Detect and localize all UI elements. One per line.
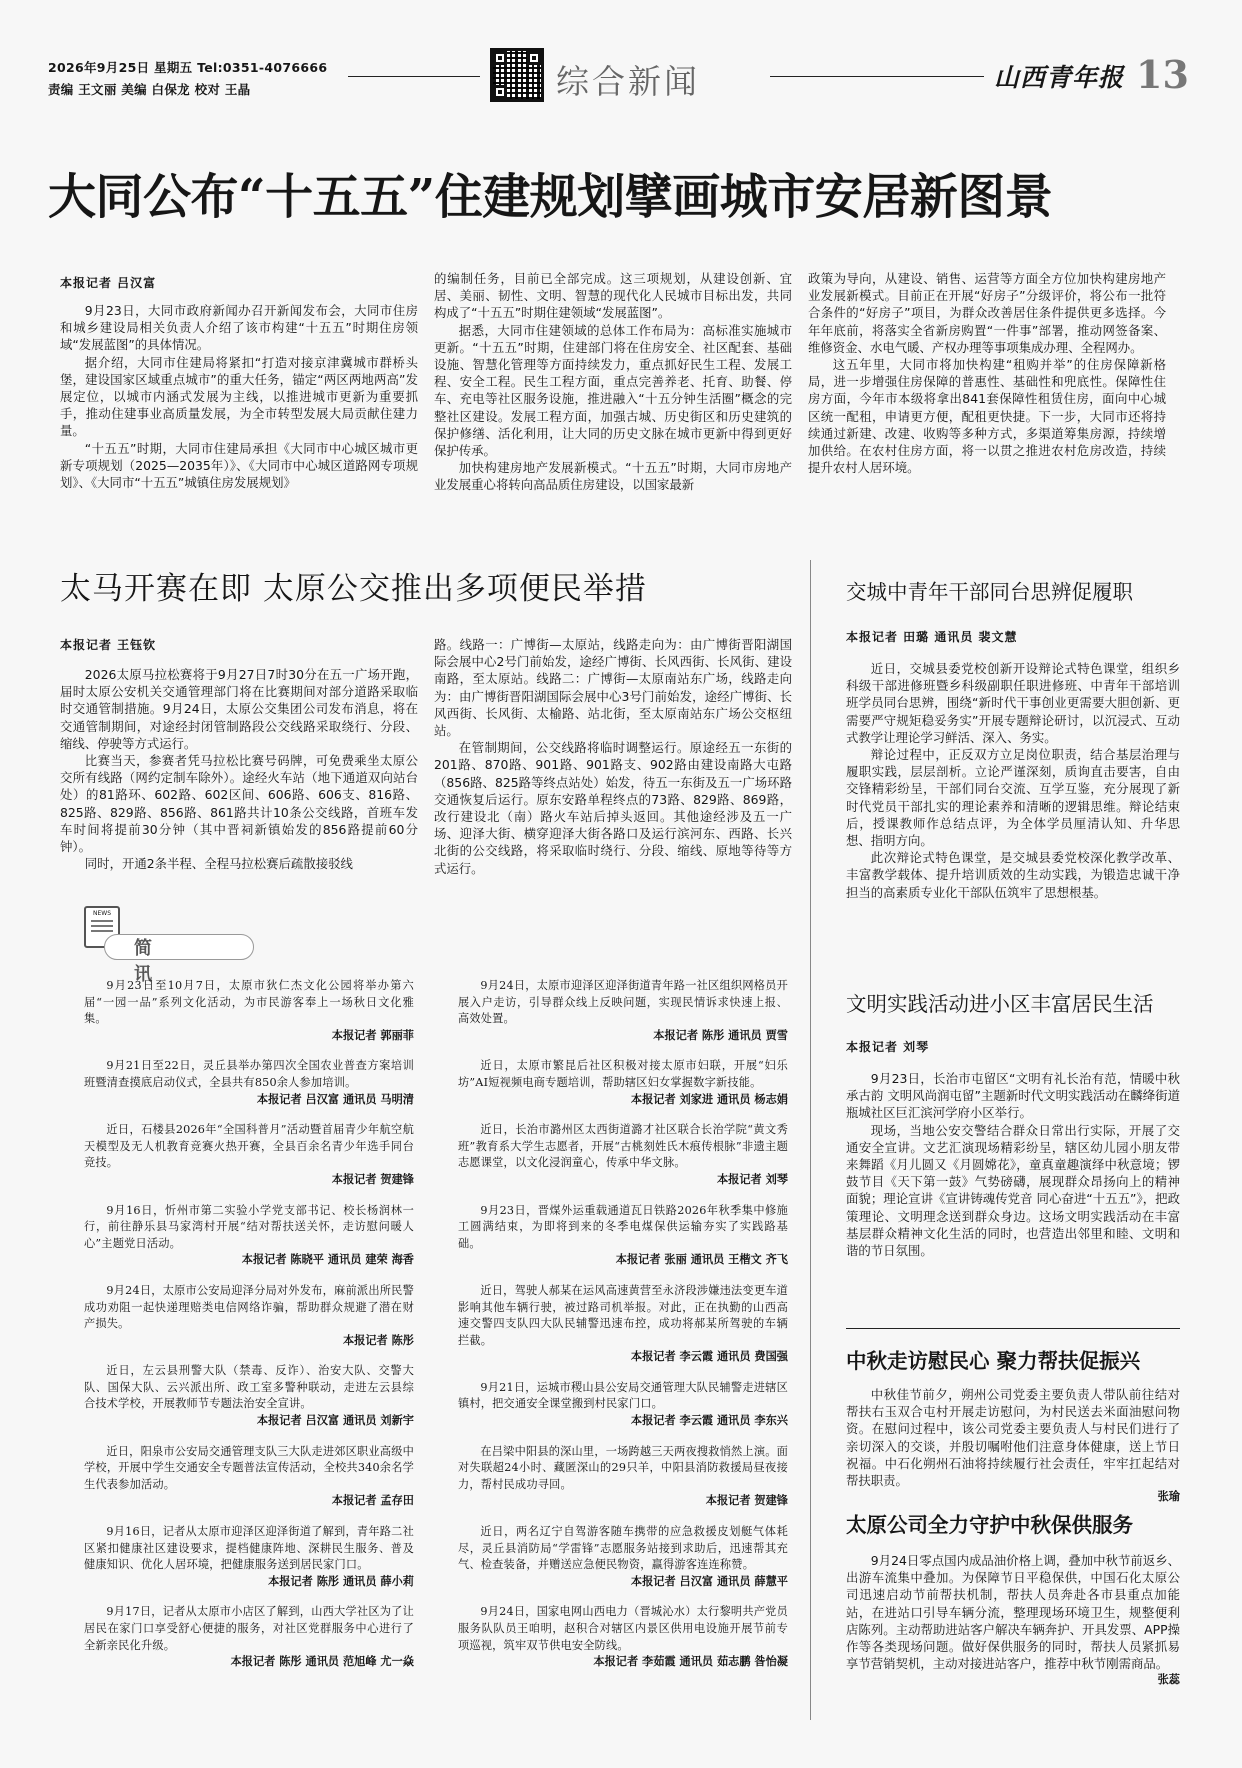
lead-byline: 本报记者 吕汉富 (60, 276, 157, 290)
editor-line: 责编 王文丽 美编 白保龙 校对 王晶 (48, 82, 251, 97)
taiyuan-body (846, 1552, 1180, 1689)
brief-item (458, 1604, 788, 1670)
brief-signature: 本报记者 陈晓平 通讯员 建荣 海香 (241, 1253, 414, 1267)
brief-text: 9月21日至22日，灵丘县举办第四次全国农业普查方案培训班暨清查摸底启动仪式，全县共有850余人参加培训。 (84, 1059, 414, 1089)
brief-item (84, 978, 414, 1044)
paper-logo: 山西青年报 (994, 63, 1125, 92)
jiaocheng-paragraph: 近日，交城县委党校创新开设辩论式特色课堂，组织乡科级干部进修班暨乡科级副职任职进修班、中青年干部培训班学员同台思辨，围绕“新时代干事创业更需要大胆创新、更需要严守规矩稳妥务实”开展专题辩论研讨，以沉浸式、互动式教学让理论学习鲜活、深入、务实。 (846, 661, 1180, 745)
civil-byline: 本报记者 刘琴 (846, 1040, 930, 1054)
brief-signature: 本报记者 贺建锋 (331, 1172, 414, 1186)
brief-item (84, 1604, 414, 1670)
brief-item (84, 1058, 414, 1108)
brief-item (458, 1122, 788, 1188)
brief-text: 近日，阳泉市公安局交通管理支队三大队走进郊区职业高级中学校，开展中学生交通安全专题普法宣传活动，全校共340余名学生代表参加活动。 (84, 1444, 414, 1491)
brief-text: 在吕梁中阳县的深山里，一场跨越三天两夜搜救悄然上演。面对失联超24小时、藏匿深山的29只羊，中阳县消防救援局昼夜接力，帮村民成功寻回。 (458, 1444, 788, 1491)
brief-item (84, 1122, 414, 1188)
jiaocheng-byline: 本报记者 田璐 通讯员 裴文慧 (846, 630, 1018, 644)
bus-headline: 太马开赛在即 太原公交推出多项便民举措 (60, 571, 647, 607)
brief-text: 9月24日，太原市迎泽区迎泽街道青年路一社区组织网格员开展入户走访，引导群众线上反映问题，实现民情诉求快速上报、高效处置。 (458, 979, 788, 1026)
brief-text: 近日，驾驶人郝某在运风高速黄营至永济段涉嫌违法变更车道影响其他车辆行驶，被过路司机举报。对此，正在执勤的山西高速交警四支队四大队民辅警迅速布控，成功将郝某所驾驶的车辆拦截。 (458, 1283, 788, 1347)
lead-paragraph: “十五五”时期，大同市住建局承担《大同市中心城区城市更新专项规划（2025—2035年）》、《大同市中心城区道路网专项规划》、《大同市“十五五”城镇住房发展规划》 (60, 440, 418, 491)
lead-paragraph: 这五年里，大同市将加快构建“租购并举”的住房保障新格局，进一步增强住房保障的普惠性、基础性和兜底性。保障性住房方面，今年市本级将拿出841套保障性租赁住房，面向中心城区统一配租，申请更方便，配租更快捷。下一步，大同市还将持续通过新建、改建、收购等多种方式，多渠道筹集房源，持续增加供给。在农村住房方面，将一以贯之推进农村危房改造，持续提升农村人居环境。 (808, 357, 1166, 476)
brief-signature: 本报记者 李云霞 通讯员 李东兴 (630, 1414, 788, 1428)
midautumn-paragraph: 中秋佳节前夕，朔州公司党委主要负责人带队前往结对帮扶右玉双合屯村开展走访慰问，为村民送去米面油慰问物资。在慰问过程中，该公司党委主要负责人与村民们进行了亲切深入的交谈，并殷切嘱咐他们注意身体健康，送上节日祝福。中石化朔州石油将持续履行社会责任，牢牢扛起结对帮扶职责。 (846, 1387, 1180, 1489)
lead-col-1 (60, 302, 418, 491)
brief-item (84, 1524, 414, 1590)
jiaocheng-headline: 交城中青年干部同台思辨促履职 (846, 580, 1133, 604)
midautumn-body (846, 1386, 1180, 1506)
bus-paragraph: 比赛当天，参赛者凭马拉松比赛号码牌，可免费乘坐太原公交所有线路（网约定制车除外）。途经火车站（地下通道双向站台处）的81路环、602路、602区间、606路、606支、816路、825路、829路、856路、861路共计10条公交线路，首班车发车时间将提前30分钟（其中晋祠新镇始发的856路提前60分钟）。 (60, 753, 418, 855)
brief-item (458, 1524, 788, 1590)
brief-text: 9月23日至10月7日，太原市狄仁杰文化公园将举办第六届“一园一品”系列文化活动，为市民游客奉上一场秋日文化雅集。 (84, 979, 414, 1026)
civil-paragraph: 现场，当地公安交警结合群众日常出行实际，开展了交通安全宣讲。文艺汇演现场精彩纷呈，辖区幼儿园小朋友带来舞蹈《月儿圆又《月圆嫦花》，童真童趣演绎中秋意境；锣鼓节目《天下第一鼓》气势磅礴，展现群众昂扬向上的精神面貌；理论宣讲《宣讲铸魂传党音 同心奋进“十五五”》，把政策理论、文明理念送到群众身边。这场文明实践活动在丰富基层群众精神文化生活的同时，也营造出邻里和睦、文明和谐的节日氛围。 (846, 1122, 1180, 1259)
brief-text: 9月23日，晋煤外运重载通道瓦日铁路2026年秋季集中修施工圆满结束，为即将到来的冬季电煤保供运输夯实了实践路基础。 (458, 1203, 788, 1250)
section-title: 综合新闻 (556, 62, 700, 101)
brief-text: 9月21日，运城市稷山县公安局交通管理大队民辅警走进辖区镇村，把交通安全课堂搬到村民家门口。 (458, 1380, 788, 1411)
civil-paragraph: 9月23日，长治市屯留区“文明有礼长治有范，情暖中秋承古韵 文明风尚润屯留”主题新时代文明实践活动在麟绛街道瓶城社区巨汇滨河学府小区举行。 (846, 1071, 1180, 1121)
brief-item (458, 1444, 788, 1510)
brief-item (458, 978, 788, 1044)
lead-paragraph: 加快构建房地产发展新模式。“十五五”时期，大同市房地产业发展重心将转向高品质住房建设，以国家最新 (434, 460, 792, 493)
brief-item (458, 1380, 788, 1430)
brief-item (84, 1444, 414, 1510)
taiyuan-headline: 太原公司全力守护中秋保供服务 (846, 1513, 1133, 1537)
brief-signature: 本报记者 贺建锋 (705, 1494, 788, 1508)
date-line: 2026年9月25日 星期五 Tel:0351-4076666 (48, 60, 328, 75)
briefs-label: 简讯 (134, 938, 155, 985)
brief-text: 近日，长治市潞州区太西街道潞才社区联合长治学院“黄文秀班”教育系大学生志愿者，开展“古桃刻姓氏木痕传根脉”非遗主题志愿课堂，以文化浸润童心，传承中华文脉。 (458, 1123, 788, 1170)
bus-paragraph: 2026太原马拉松赛将于9月27日7时30分在五一广场开跑，届时太原公安机关交通管理部门将在比赛期间对部分道路采取临时交通管制措施。9月24日，太原公交集团公司发布消息，将在交通管制期间，对途经封闭管制路段公交线路采取绕行、分段、缩线、停驶等方式运行。 (60, 667, 418, 751)
brief-text: 9月17日，记者从太原市小店区了解到，山西大学社区为了让居民在家门口享受舒心便捷的服务，对社区党群服务中心进行了全新亲民化升级。 (84, 1605, 414, 1652)
brief-signature: 本报记者 李茹霞 通讯员 茹志鹏 昝怡凝 (593, 1655, 788, 1669)
brief-text: 9月24日，太原市公安局迎泽分局对外发布，麻前派出所民警成功劝阻一起快递理赔类电信网络诈骗，帮助群众规避了潜在财产损失。 (84, 1283, 414, 1331)
taiyuan-paragraph: 9月24日零点国内成品油价格上调，叠加中秋节前返乡、出游车流集中叠加。为保障节日平稳保供，中国石化太原公司迅速启动节前帮扶机制，帮扶人员奔赴各市县重点加能站，在进站口引导车辆分流，整理现场环境卫生，规整便利店陈列。主动帮助进站客户解决车辆奔护、开具发票、APP操作等各类现场问题。做好保供服务的同时，帮扶人员紧抓易享节营销契机，主动对接进站客户，推荐中秋节刚需商品。 (846, 1553, 1180, 1672)
brief-signature: 本报记者 孟存田 (331, 1494, 414, 1508)
briefs-right-column (458, 978, 788, 1685)
page-number: 13 (1136, 52, 1189, 97)
lead-paragraph: 政策为导向，从建设、销售、运营等方面全方位加快构建房地产业发展新模式。目前正在开展“好房子”分级评价，将公布一批符合条件的“好房子”项目，为群众改善居住条件提供更多选择。今年年底前，将落实全省新房购置“一件事”部署，推动网签备案、维修资金、水电气暖、产权办理等事项集成办理、全程网办。 (808, 271, 1166, 355)
bus-paragraph: 同时，开通2条半程、全程马拉松赛后疏散接驳线 (84, 856, 353, 872)
civil-headline: 文明实践活动进小区丰富居民生活 (846, 992, 1154, 1016)
qr-code[interactable] (490, 48, 544, 102)
lead-col-2 (434, 270, 792, 494)
brief-signature: 本报记者 李云霞 通讯员 费国强 (630, 1350, 788, 1364)
brief-text: 近日，左云县刑警大队（禁毒、反诈）、治安大队、交警大队、国保大队、云兴派出所、政工室多警种联动，走进左云县综合技术学校，开展教师节专题法治安全宣讲。 (84, 1364, 414, 1411)
brief-item (84, 1203, 414, 1269)
jiaocheng-paragraph: 此次辩论式特色课堂，是交城县委党校深化教学改革、丰富教学载体、提升培训质效的生动实践，为锻造忠诚干净担当的高素质专业化干部队伍筑牢了思想根基。 (846, 850, 1180, 900)
brief-text: 近日，两名辽宁自驾游客随车携带的应急救援皮划艇气体耗尽，灵丘县消防局“学雷锋”志愿服务站接到求助后，迅速帮其充气、检查装备，并赠送应急便民物资，赢得游客连连称赞。 (458, 1525, 788, 1572)
brief-signature: 本报记者 刘家进 通讯员 杨志娟 (630, 1092, 788, 1106)
lead-headline: 大同公布“十五五”住建规划擘画城市安居新图景 (48, 169, 1053, 225)
bus-col-2 (434, 636, 792, 877)
bus-col-1 (60, 666, 418, 872)
brief-text: 9月16日，记者从太原市迎泽区迎泽街道了解到，青年路二社区紧扣健康社区建设要求，提档健康阵地、深耕民生服务、普及健康知识、优化人居环境，把健康服务送到居民家门口。 (84, 1525, 414, 1572)
midautumn-headline: 中秋走访慰民心 聚力帮扶促振兴 (846, 1349, 1141, 1373)
brief-item (84, 1283, 414, 1349)
news-icon: NEWS (84, 906, 120, 948)
taiyuan-signature: 张蕊 (1157, 1673, 1180, 1687)
brief-text: 9月24日，国家电网山西电力（晋城沁水）太行黎明共产党员服务队队员王咱明，赵积合对辖区内景区供用电设施开展节前专项巡视，筑牢双节供电安全防线。 (458, 1605, 788, 1652)
midautumn-signature: 张瑜 (1157, 1490, 1180, 1504)
brief-signature: 本报记者 陈彤 通讯员 范旭峰 尤一焱 (230, 1655, 414, 1669)
brief-text: 近日，太原市繁昆后社区积极对接太原市妇联，开展“妇乐坊”AI短视频电商专题培训，帮助辖区妇女掌握数字新技能。 (458, 1059, 788, 1089)
brief-text: 9月16日，忻州市第二实验小学党支部书记、校长杨润林一行，前往静乐县马家湾村开展“结对帮扶送关怀，走访慰问暖人心”主题党日活动。 (84, 1203, 414, 1250)
brief-signature: 本报记者 陈彤 通讯员 贾雪 (653, 1028, 788, 1042)
brief-text: 近日，石楼县2026年“全国科普月”活动暨首届青少年航空航天模型及无人机教育竞赛火热开赛，全县百余名青少年选手同台竞技。 (84, 1123, 414, 1170)
briefs-badge (84, 906, 155, 985)
brief-signature: 本报记者 吕汉富 通讯员 薛慧平 (630, 1574, 788, 1588)
bus-paragraph: 路。线路一：广博街—太原站，线路走向为：由广博街晋阳湖国际会展中心2号门前始发，途经广博街、长风西街、长风街、建设南路，至太原站。线路二：广博街—太原南站东广场，线路走向为：由广博街晋阳湖国际会展中心3号门前始发，途经广博街、长风西街、长风街、太榆路、站北街，至太原南站东广场公交枢纽站。 (434, 637, 792, 739)
brief-item (458, 1203, 788, 1269)
brief-signature: 本报记者 郭丽菲 (331, 1028, 414, 1042)
lead-paragraph: 据悉，大同市住建领域的总体工作布局为：高标准实施城市更新。“十五五”时期，住建部门将在住房安全、社区配套、基础设施、智慧化管理等方面持续发力，重点抓好民生工程、发展工程、安全工程。民生工程方面，重点完善养老、托育、助餐、停车、充电等社区服务设施，推进融入“十五分钟生活圈”概念的完整社区建设。发展工程方面，加强古城、历史街区和历史建筑的保护修缮、活化利用，让大同的历史文脉在城市更新中得到更好保护传承。 (434, 322, 792, 459)
brief-item (458, 1058, 788, 1108)
brief-item (458, 1283, 788, 1366)
brief-signature: 本报记者 陈彤 通讯员 薛小莉 (268, 1574, 414, 1588)
brief-signature: 本报记者 吕汉富 通讯员 刘新宇 (256, 1414, 414, 1428)
bus-byline: 本报记者 王钰钦 (60, 638, 157, 652)
brief-item (84, 1363, 414, 1429)
lead-paragraph: 9月23日，大同市政府新闻办召开新闻发布会，大同市住房和城乡建设局相关负责人介绍了该市构建“十五五”时期住房领域“发展蓝图”的具体情况。 (60, 303, 418, 353)
brief-signature: 本报记者 吕汉富 通讯员 马明清 (256, 1092, 414, 1106)
briefs-left-column (84, 978, 414, 1685)
brief-signature: 本报记者 陈彤 (342, 1333, 414, 1347)
brief-signature: 本报记者 刘琴 (716, 1172, 788, 1186)
lead-col-3 (808, 270, 1166, 476)
lead-paragraph: 的编制任务，目前已全部完成。这三项规划，从建设创新、宜居、美丽、韧性、文明、智慧的现代化人民城市目标出发，共同构成了“十五五”时期住建领域“发展蓝图”。 (434, 271, 792, 321)
jiaocheng-paragraph: 辩论过程中，正反双方立足岗位职责，结合基层治理与履职实践，层层剖析。立论严谨深刻，质询直击要害，自由交锋精彩纷呈，干部们同台交流、互学互鉴，充分展现了新时代党员干部扎实的理论素养和清晰的逻辑思维。辩论结束后，授课教师作总结点评，为全体学员厘清认知、升华思想、指明方向。 (846, 747, 1180, 849)
jiaocheng-body (846, 660, 1180, 901)
civil-body (846, 1070, 1180, 1259)
bus-paragraph: 在管制期间，公交线路将临时调整运行。原途经五一东街的201路、870路、901路、901路支、902路由建设南路大屯路（856路、825路等终点站处）始发，待五一东街及五一广场环路交通恢复后运行。原东安路单程终点的73路、829路、869路，改行建设北（南）路火车站后掉头返回。其他途经涉及五一广场、迎泽大街、横穿迎泽大街各路口及运行滨河东、西路、长兴北街的公交线路，将采取临时绕行、分段、缩线、原地等待等方式运行。 (434, 740, 792, 876)
lead-paragraph: 据介绍，大同市住建局将紧扣“打造对接京津冀城市群桥头堡，建设国家区域重点城市”的重大任务，锚定“两区两地两高”发展定位，以城市内涵式发展为主线，以推进城市更新为重要抓手，推动住建事业高质量发展，为全市转型发展大局贡献住建力量。 (60, 354, 418, 439)
brief-signature: 本报记者 张丽 通讯员 王楷文 齐飞 (615, 1253, 788, 1267)
masthead (0, 0, 1242, 120)
